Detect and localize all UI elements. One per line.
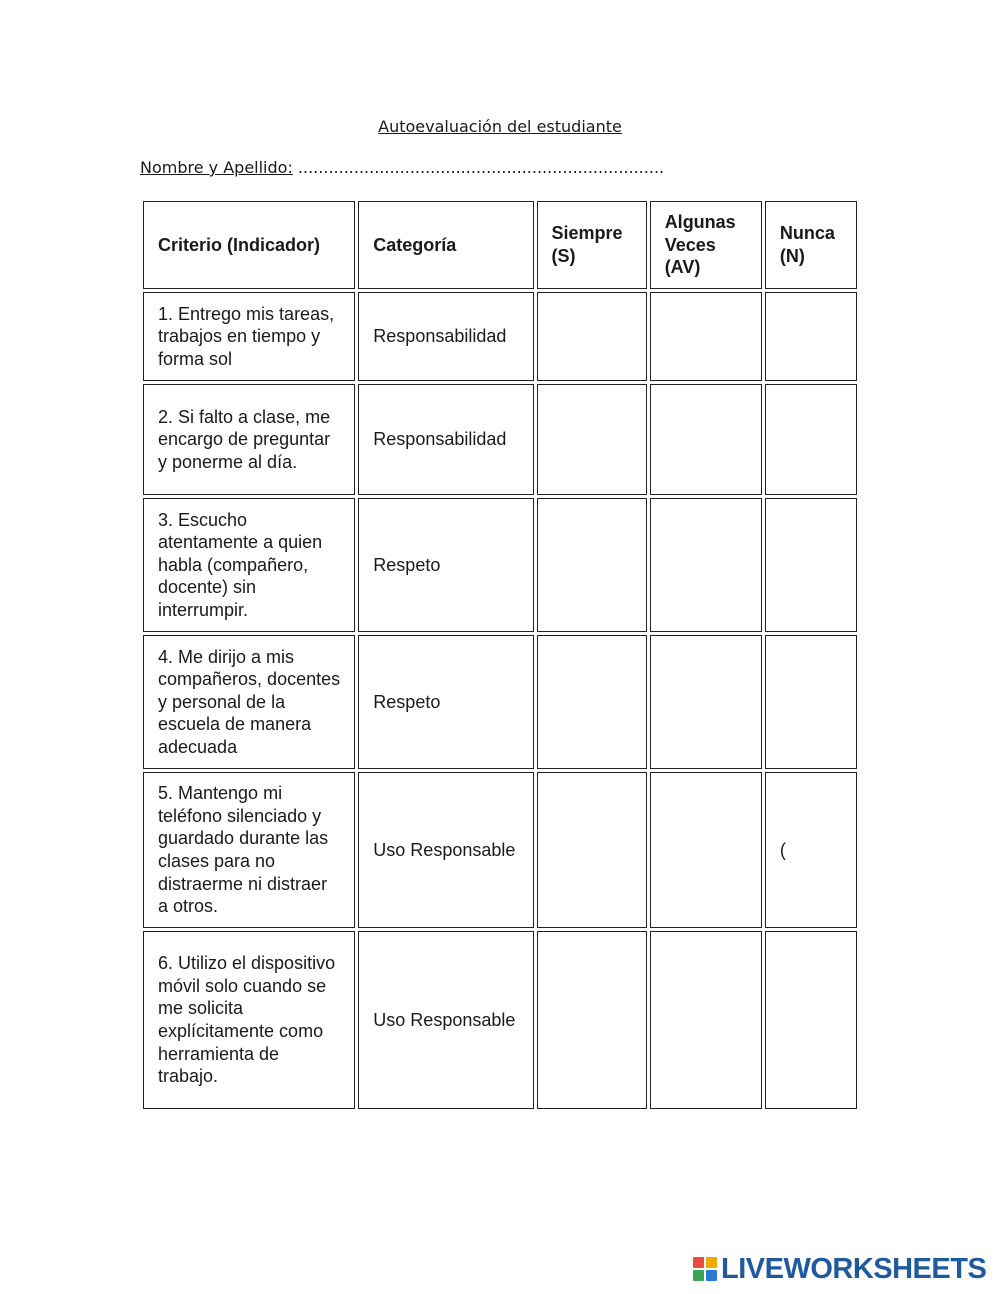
logo-tile-l — [693, 1257, 704, 1268]
siempre-answer-cell[interactable] — [537, 384, 647, 495]
document-title: Autoevaluación del estudiante — [378, 117, 622, 136]
algunas-veces-answer-cell[interactable] — [650, 292, 762, 381]
name-label: Nombre y Apellido: — [140, 158, 293, 177]
criterio-cell: 5. Mantengo mi teléfono silenciado y guardado durante las clases para no distraerme ni distraer a otros. — [143, 772, 355, 928]
table-header-row — [143, 201, 857, 289]
nunca-answer-cell[interactable] — [765, 635, 857, 769]
categoria-cell: Respeto — [358, 635, 533, 769]
categoria-cell: Responsabilidad — [358, 384, 533, 495]
siempre-answer-cell[interactable] — [537, 635, 647, 769]
table-row — [143, 635, 857, 769]
categoria-cell: Uso Responsable — [358, 931, 533, 1109]
header-categoria: Categoría — [358, 201, 533, 289]
liveworksheets-logo — [693, 1252, 987, 1285]
siempre-answer-cell[interactable] — [537, 772, 647, 928]
logo-tile-e — [706, 1270, 717, 1281]
criterio-cell: 2. Si falto a clase, me encargo de preguntar y ponerme al día. — [143, 384, 355, 495]
categoria-cell: Respeto — [358, 498, 533, 632]
header-siempre: Siempre (S) — [537, 201, 647, 289]
table-row — [143, 384, 857, 495]
siempre-answer-cell[interactable] — [537, 292, 647, 381]
algunas-veces-answer-cell[interactable] — [650, 498, 762, 632]
logo-text: LIVEWORKSHEETS — [721, 1252, 987, 1285]
header-algunas-veces: Algunas Veces (AV) — [650, 201, 762, 289]
logo-tile-i — [706, 1257, 717, 1268]
algunas-veces-answer-cell[interactable] — [650, 384, 762, 495]
logo-tile-v — [693, 1270, 704, 1281]
criterio-cell: 6. Utilizo el dispositivo móvil solo cuando se me solicita explícitamente como herramienta de trabajo. — [143, 931, 355, 1109]
table-row — [143, 498, 857, 632]
criterio-cell: 3. Escucho atentamente a quien habla (compañero, docente) sin interrumpir. — [143, 498, 355, 632]
nunca-answer-cell[interactable] — [765, 292, 857, 381]
nunca-answer-cell[interactable]: ( — [765, 772, 857, 928]
siempre-answer-cell[interactable] — [537, 931, 647, 1109]
categoria-cell: Responsabilidad — [358, 292, 533, 381]
table-row — [143, 931, 857, 1109]
header-nunca: Nunca (N) — [765, 201, 857, 289]
header-criterio: Criterio (Indicador) — [143, 201, 355, 289]
table-row — [143, 772, 857, 928]
siempre-answer-cell[interactable] — [537, 498, 647, 632]
self-assessment-table — [140, 198, 860, 1112]
liveworksheets-logo-icon — [693, 1257, 717, 1281]
nunca-answer-cell[interactable] — [765, 384, 857, 495]
algunas-veces-answer-cell[interactable] — [650, 635, 762, 769]
algunas-veces-answer-cell[interactable] — [650, 772, 762, 928]
categoria-cell: Uso Responsable — [358, 772, 533, 928]
algunas-veces-answer-cell[interactable] — [650, 931, 762, 1109]
name-line — [140, 158, 664, 177]
nunca-answer-cell[interactable] — [765, 498, 857, 632]
name-fill-dots[interactable]: ........................................................................ — [297, 158, 665, 177]
criterio-cell: 4. Me dirijo a mis compañeros, docentes y personal de la escuela de manera adecuada — [143, 635, 355, 769]
criterio-cell: 1. Entrego mis tareas, trabajos en tiempo y forma sol — [143, 292, 355, 381]
table-row — [143, 292, 857, 381]
nunca-answer-cell[interactable] — [765, 931, 857, 1109]
